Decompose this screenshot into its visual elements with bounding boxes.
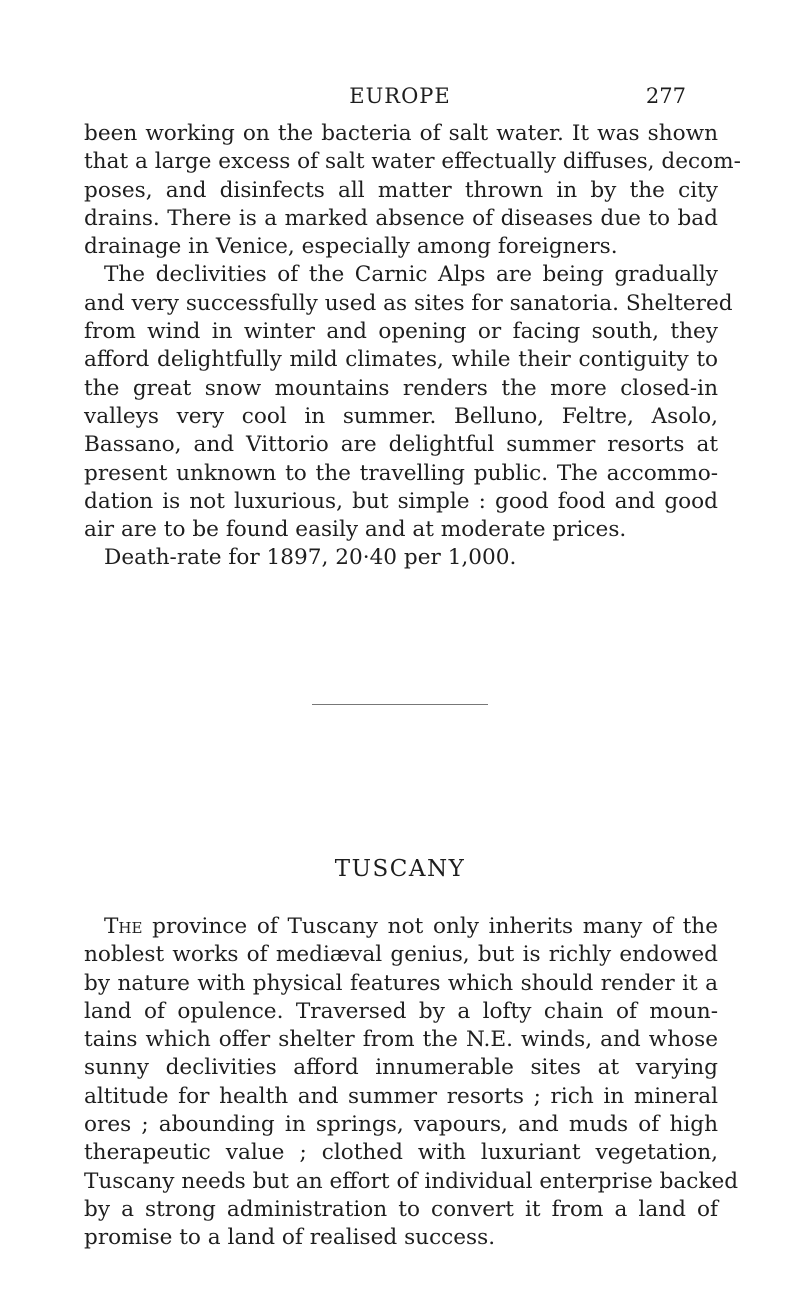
- text-line: drains. There is a marked absence of diseases due to bad: [84, 205, 718, 231]
- text-line: dation is not luxurious, but simple : good food and good: [84, 488, 718, 514]
- text-line: promise to a land of realised success.: [84, 1225, 496, 1251]
- text-line: the great snow mountains renders the more closed-in: [84, 375, 718, 401]
- text-line: and very successfully used as sites for sanatoria. Sheltered: [84, 290, 733, 316]
- running-head: [0, 84, 800, 114]
- text-line: that a large excess of salt water effectually diffuses, decom-: [84, 149, 741, 175]
- first-line-rest: province of Tuscany not only inherits many of the: [142, 914, 718, 939]
- text-line: air are to be found easily and at moderate prices.: [84, 517, 627, 543]
- text-line: Tuscany needs but an effort of individual enterprise backed: [84, 1168, 739, 1194]
- text-line: therapeutic value ; clothed with luxuriant vegetation,: [84, 1140, 718, 1166]
- text-line: [84, 913, 718, 941]
- continued-paragraphs: [84, 120, 741, 573]
- text-line: poses, and disinfects all matter thrown in by the city: [84, 177, 718, 203]
- text-line: by a strong administration to convert it from a land of: [84, 1196, 718, 1222]
- text-line: drainage in Venice, especially among foreigners.: [84, 234, 618, 260]
- text-line: from wind in winter and opening or facing south, they: [84, 319, 718, 345]
- text-line: afford delightfully mild climates, while their contiguity to: [84, 347, 718, 373]
- text-line: The declivities of the Carnic Alps are being gradually: [104, 262, 718, 288]
- text-line: Bassano, and Vittorio are delightful summer resorts at: [84, 432, 718, 458]
- running-title: EUROPE: [349, 84, 451, 108]
- text-line: tains which offer shelter from the N.E. winds, and whose: [84, 1027, 718, 1053]
- text-line: Death-rate for 1897, 20·40 per 1,000.: [104, 545, 517, 571]
- text-line: altitude for health and summer resorts ; rich in mineral: [84, 1083, 718, 1109]
- text-line: by nature with physical features which should render it a: [84, 970, 718, 996]
- text-line: present unknown to the travelling public. The accommo-: [84, 460, 718, 486]
- text-line: been working on the bacteria of salt water. It was shown: [84, 121, 718, 146]
- text-line: ores ; abounding in springs, vapours, and muds of high: [84, 1112, 718, 1138]
- section-heading: TUSCANY: [334, 856, 466, 882]
- text-line: land of opulence. Traversed by a lofty chain of moun-: [84, 998, 718, 1024]
- tuscany-paragraph: [84, 913, 739, 1253]
- section-divider: [312, 704, 488, 705]
- page-number: 277: [645, 84, 686, 108]
- text-line: noblest works of mediæval genius, but is richly endowed: [84, 942, 718, 968]
- opening-word: The: [104, 914, 143, 939]
- text-line: sunny declivities afford innumerable sites at varying: [84, 1055, 718, 1081]
- text-line: valleys very cool in summer. Belluno, Feltre, Asolo,: [84, 403, 718, 429]
